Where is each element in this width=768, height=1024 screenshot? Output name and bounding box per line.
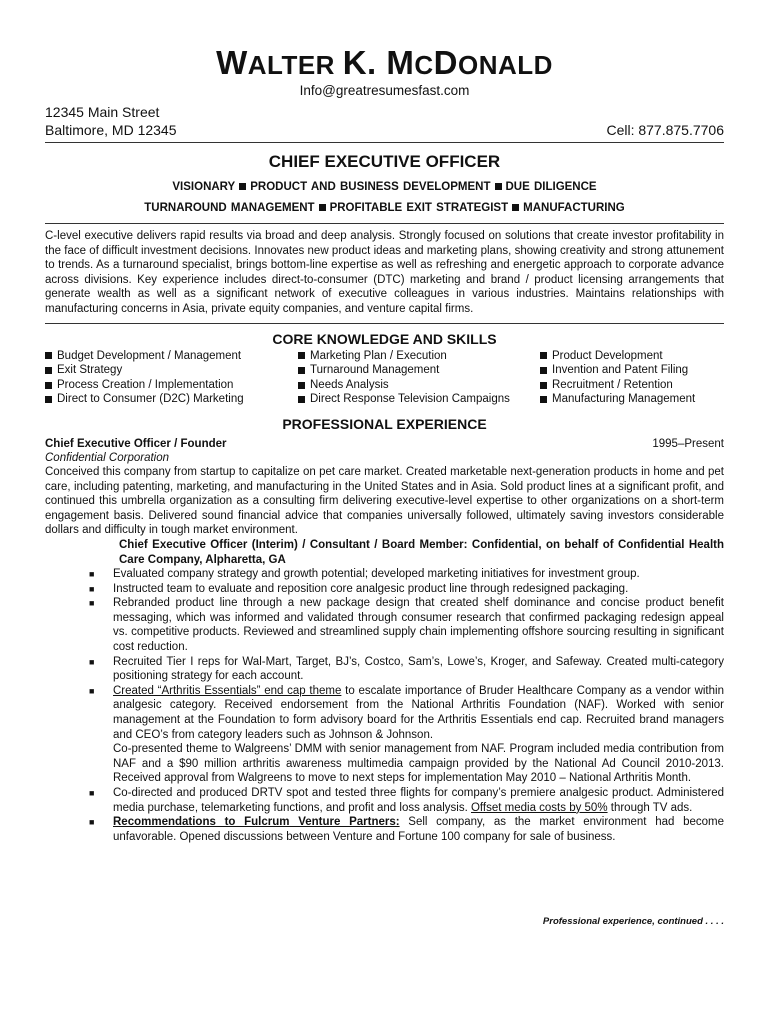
square-bullet-icon — [45, 382, 52, 389]
skill-item: Marketing Plan / Execution — [298, 349, 540, 364]
headline-keywords-1: VISIONARY PRODUCT AND BUSINESS DEVELOPMENT DUE DILIGENCE — [172, 181, 597, 193]
skill-item: Budget Development / Management — [45, 349, 298, 364]
square-bullet-icon — [45, 396, 52, 403]
headline-keywords-2: TURNAROUND MANAGEMENT PROFITABLE EXIT STRATEGIST MANUFACTURING — [144, 202, 625, 214]
underlined-phrase: Recommendations to Fulcrum Venture Partners: — [113, 816, 400, 829]
street-address — [45, 103, 177, 139]
square-bullet-icon — [298, 382, 305, 389]
bullet-icon: ■ — [89, 583, 95, 594]
bullet-icon: ■ — [89, 817, 95, 828]
summary-paragraph: C-level executive delivers rapid results via broad and deep analysis. Strongly focused on solutions that create investor profitability in the face of difficult investment decisions. Innovates new product ideas and marketing plans, showing creativity and strong attunement to trends. As a turnaround specialist, brings bottom-line expertise as well as refreshing and energetic approach to corporate advance across divisions. Key experience includes direct-to-consumer (DTC) marketing and brand / product licensing arrangements that generate wealth as well as a significant network of executive colleagues in various industries. Maintains relationships with manufacturing concerns in Asia, private equity companies, and venture capital firms. — [45, 230, 724, 315]
list-item: ■ Created “Arthritis Essentials” end cap theme to escalate importance of Bruder Healthcare Company as a vendor within analgesic category. Received endorsement from the National Arthritis Foundation (NAF). Worked with senior management at the Foundation to form advisory board for the Arthritis Essentials end cap. Recruited brand managers and CEO’s from category leaders such as Johnson & Johnson. Co-presented theme to Walgreens’ DMM with senior management from NAF. Program included media contribution from NAF and a $90 million arthritis awareness multimedia campaign provided by the National Ad Council 2010-2013. Received approval from Walgreens to move to next steps for implementation May 2010 – National Arthritis Month. — [89, 684, 724, 785]
skill-item: Exit Strategy — [45, 363, 298, 378]
skill-item: Process Creation / Implementation — [45, 378, 298, 393]
experience-section-title: PROFESSIONAL EXPERIENCE — [282, 415, 487, 432]
job-header — [45, 437, 724, 451]
square-bullet-icon — [298, 352, 305, 359]
address-line-2: Baltimore, MD 12345 — [45, 122, 177, 138]
skill-item: Needs Analysis — [298, 378, 540, 393]
list-item: ■ Co-directed and produced DRTV spot and tested three flights for company’s premiere analgesic product. Administered media purchase, telemarketing functions, and profit and loss analysis. Offset media costs by 50% through TV ads. — [89, 787, 724, 814]
skills-section-title: CORE KNOWLEDGE AND SKILLS — [272, 330, 497, 347]
list-item: ■ Evaluated company strategy and growth potential; developed marketing initiatives for investment group. — [89, 568, 640, 581]
continued-note: Professional experience, continued . . . . — [542, 916, 724, 927]
candidate-name: WALTER K. MCDONALD — [216, 44, 553, 81]
bullet-icon: ■ — [89, 598, 95, 609]
square-bullet-icon — [495, 183, 502, 190]
contact-block — [45, 103, 724, 139]
list-item: ■ Recruited Tier I reps for Wal-Mart, Target, BJ’s, Costco, Sam’s, Lowe’s, Kroger, and Safeway. Created multi-category positioning strategy for each account. — [89, 655, 724, 683]
square-bullet-icon — [45, 352, 52, 359]
divider — [45, 223, 724, 224]
square-bullet-icon — [540, 367, 547, 374]
skill-item: Turnaround Management — [298, 363, 540, 378]
job-dates: 1995–Present — [652, 437, 724, 450]
skill-item: Invention and Patent Filing — [540, 363, 724, 378]
divider — [45, 142, 724, 143]
list-item: ■ Instructed team to evaluate and reposition core analgesic product line through redesigned packaging. — [89, 582, 629, 595]
underlined-phrase: Offset media costs by 50% — [470, 801, 608, 814]
skill-item: Manufacturing Management — [540, 392, 724, 407]
skills-grid — [45, 349, 724, 407]
cell-phone: Cell: 877.875.7706 — [606, 122, 724, 138]
square-bullet-icon — [319, 204, 326, 211]
skill-item: Product Development — [540, 349, 724, 364]
square-bullet-icon — [540, 382, 547, 389]
underlined-phrase: Created “Arthritis Essentials” end cap theme — [113, 684, 342, 697]
job-title: Chief Executive Officer / Founder — [45, 437, 227, 450]
email-address: Info@greatresumesfast.com — [299, 83, 470, 98]
square-bullet-icon — [45, 367, 52, 374]
role-title: Chief Executive Officer (Interim) / Consultant / Board Member: Confidential, on behalf of Confidential Health Care Company, Alpharetta, GA — [119, 538, 724, 566]
company-name: Confidential Corporation — [45, 451, 170, 464]
bullet-icon: ■ — [89, 685, 95, 696]
square-bullet-icon — [540, 352, 547, 359]
list-item: ■ Rebranded product line through a new package design that created shelf dominance and concise product benefit messaging, which was informed and validated through consumer research that confirmed packaging redesign appeal vs. competitive products. Reviewed and streamlined supply chain implementing offshore sourcing resulting in significant cost reduction. — [89, 597, 724, 654]
square-bullet-icon — [540, 396, 547, 403]
square-bullet-icon — [239, 183, 246, 190]
bullet-icon: ■ — [89, 656, 95, 667]
square-bullet-icon — [298, 367, 305, 374]
job-description: Conceived this company from startup to capitalize on pet care market. Created marketable next-generation products in home and pet care, including patenting, marketing, and manufacturing in the United States and in Asia. Sold product lines at a significant profit, and continued this umbrella organization as a consulting firm delivering executive-level expertise to other organizations on a short-term engagement basis. Delivered sound financial advice that companies universally followed, ultimately saving investors considerable dollars and difficulty in tough market environment. — [45, 465, 724, 537]
list-item: ■ Recommendations to Fulcrum Venture Partners: Sell company, as the market environment had become unfavorable. Opened discussions between Venture and Fortune 100 company for sale of business. — [89, 816, 725, 843]
square-bullet-icon — [298, 396, 305, 403]
square-bullet-icon — [512, 204, 519, 211]
skill-item: Direct to Consumer (D2C) Marketing — [45, 392, 298, 407]
headline-title: CHIEF EXECUTIVE OFFICER — [268, 152, 501, 171]
achievement-list — [45, 567, 724, 844]
address-line-1: 12345 Main Street — [45, 104, 160, 120]
skill-item: Direct Response Television Campaigns — [298, 392, 540, 407]
divider — [45, 323, 724, 324]
bullet-icon: ■ — [89, 788, 95, 798]
skill-item: Recruitment / Retention — [540, 378, 724, 393]
bullet-icon: ■ — [89, 569, 95, 580]
